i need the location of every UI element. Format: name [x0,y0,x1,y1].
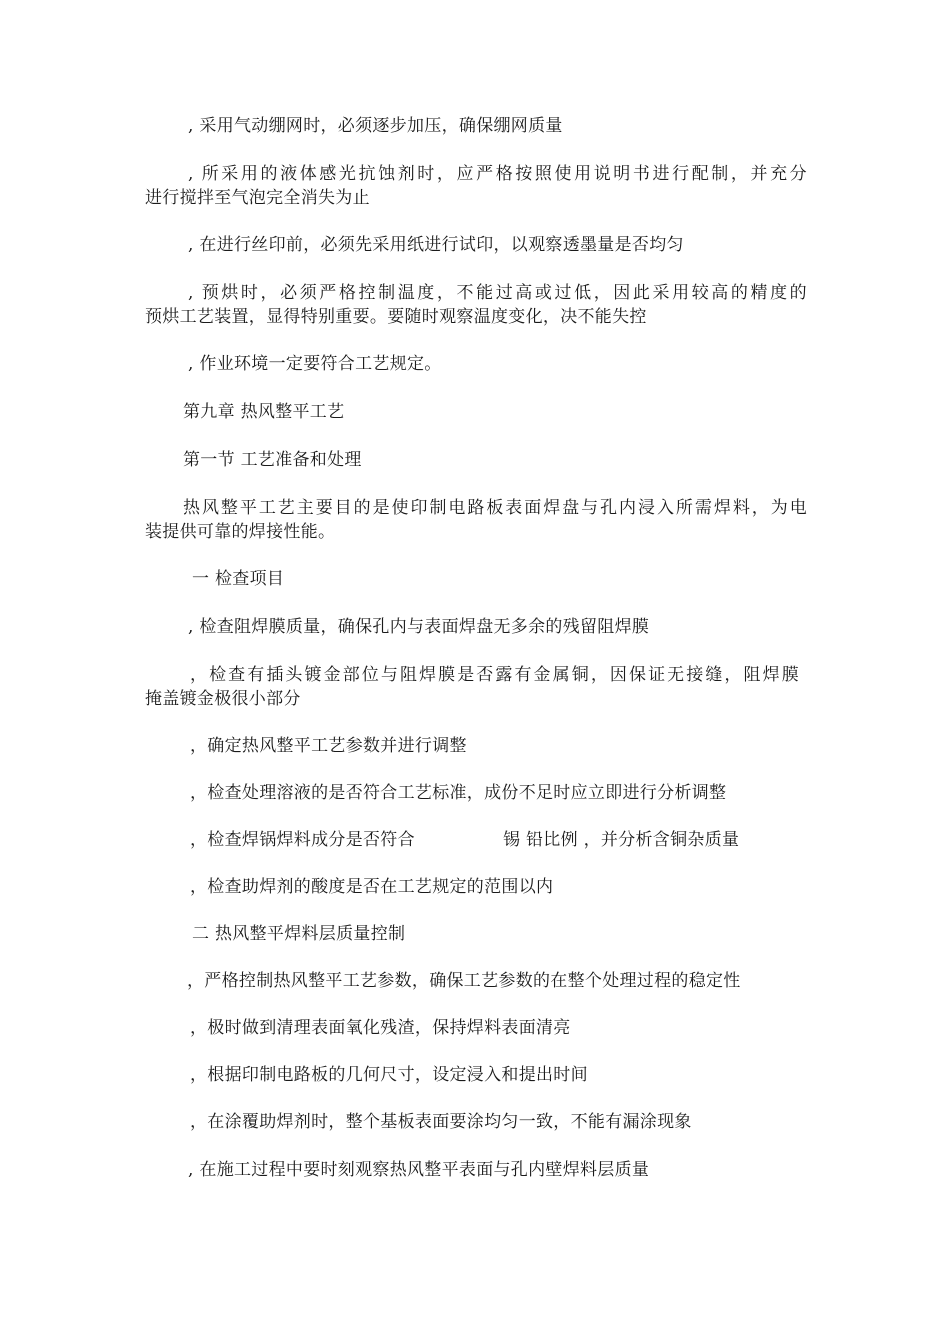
chapter-heading: 第九章 热风整平工艺 [183,402,345,422]
text-line: , 检查阻焊膜质量，确保孔内与表面焊盘无多余的残留阻焊膜 [188,617,650,637]
text-line: , 作业环境一定要符合工艺规定。 [188,354,442,374]
text-line: , 在进行丝印前，必须先采用纸进行试印，以观察透墨量是否均匀 [188,235,684,255]
text-line: , 在施工过程中要时刻观察热风整平表面与孔内壁焊料层质量 [188,1160,650,1180]
text-line: ，检查有插头镀金部位与阻焊膜是否露有金属铜，因保证无接缝，阻焊膜 [190,665,799,685]
text-line: ，极时做到清理表面氧化残渣，保持焊料表面清亮 [190,1018,571,1038]
text-line: ，检查助焊剂的酸度是否在工艺规定的范围以内 [190,877,554,897]
subsection-heading: 一 检查项目 [192,569,285,589]
text-line: ，确定热风整平工艺参数并进行调整 [190,736,467,756]
section-heading: 第一节 工艺准备和处理 [183,450,362,470]
text-line: 进行搅拌至气泡完全消失为止 [145,188,370,208]
text-line: 热风整平工艺主要目的是使印制电路板表面焊盘与孔内浸入所需焊料，为电 [183,498,807,518]
text-line: , 预烘时，必须严格控制温度，不能过高或过低，因此采用较高的精度的 [188,283,807,303]
subsection-heading: 二 热风整平焊料层质量控制 [192,924,406,944]
text-line: ，在涂覆助焊剂时，整个基板表面要涂均匀一致，不能有漏涂现象 [190,1112,692,1132]
text-line: 预烘工艺装置，显得特别重要。要随时观察温度变化，决不能失控 [145,307,647,327]
text-line: 掩盖镀金极很小部分 [145,689,301,709]
text-line: ，检查处理溶液的是否符合工艺标准，成份不足时应立即进行分析调整 [190,783,727,803]
text-line: , 所采用的液体感光抗蚀剂时，应严格按照使用说明书进行配制，并充分 [188,164,807,184]
text-line: ，检查焊锅焊料成分是否符合 [190,830,415,850]
text-line: ，根据印制电路板的几何尺寸，设定浸入和提出时间 [190,1065,588,1085]
text-line: ，严格控制热风整平工艺参数，确保工艺参数的在整个处理过程的稳定性 [187,971,741,991]
text-line: 装提供可靠的焊接性能。 [145,522,336,542]
text-line: , 采用气动绷网时，必须逐步加压，确保绷网质量 [188,116,563,136]
text-line: 锡 铅比例 ，并分析含铜杂质量 [503,830,740,850]
